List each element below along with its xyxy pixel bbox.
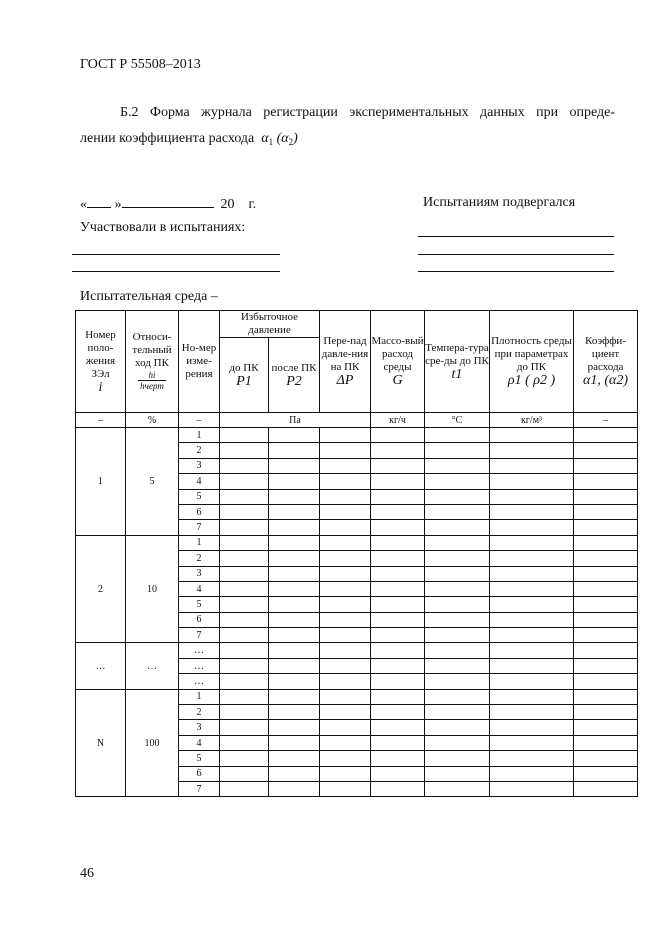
measurement-number-cell: 3 [179, 458, 220, 473]
data-entry-cell[interactable] [574, 443, 638, 458]
alpha-formula: $\alpha_1$ $(\alpha_2)$ [261, 131, 298, 147]
data-entry-cell[interactable] [574, 458, 638, 473]
data-entry-cell[interactable] [320, 674, 371, 689]
intro-line-2: лении коэффициента расхода $\alpha_1$ $(\alpha_2)$ [80, 131, 298, 147]
data-entry-cell[interactable] [320, 705, 371, 720]
data-entry-cell[interactable] [371, 674, 425, 689]
data-entry-cell[interactable] [371, 566, 425, 581]
relative-travel-cell: 5 [126, 428, 179, 536]
tested-object-line-1[interactable] [418, 236, 614, 237]
units-row: – % – Па кг/ч °С кг/м³ – [76, 413, 638, 428]
data-entry-cell[interactable] [490, 674, 574, 689]
data-entry-cell[interactable] [269, 628, 320, 643]
data-entry-cell[interactable] [220, 458, 269, 473]
data-entry-cell[interactable] [371, 551, 425, 566]
tested-object-line-3[interactable] [418, 271, 614, 272]
data-entry-cell[interactable] [574, 597, 638, 612]
data-entry-cell[interactable] [425, 751, 490, 766]
data-entry-cell[interactable] [220, 658, 269, 673]
experimental-data-journal-table [75, 310, 638, 797]
data-entry-cell[interactable] [269, 643, 320, 658]
data-entry-cell[interactable] [220, 535, 269, 550]
table-row [76, 535, 638, 550]
data-entry-cell[interactable] [220, 720, 269, 735]
data-entry-cell[interactable] [269, 751, 320, 766]
data-entry-cell[interactable] [490, 612, 574, 627]
data-entry-cell[interactable] [574, 520, 638, 535]
data-entry-cell[interactable] [371, 458, 425, 473]
data-entry-cell[interactable] [269, 612, 320, 627]
data-entry-cell[interactable] [425, 720, 490, 735]
page-number: 46 [80, 866, 94, 881]
col-temperature: Темпера-тура сре-ды до ПК t1 [425, 311, 490, 413]
data-entry-cell[interactable] [425, 520, 490, 535]
data-entry-cell[interactable] [320, 658, 371, 673]
data-entry-cell[interactable] [490, 720, 574, 735]
data-entry-cell[interactable] [269, 443, 320, 458]
journal-body [76, 428, 638, 797]
data-entry-cell[interactable] [490, 658, 574, 673]
data-entry-cell[interactable] [371, 597, 425, 612]
data-entry-cell[interactable] [220, 443, 269, 458]
measurement-number-cell: … [179, 674, 220, 689]
data-entry-cell[interactable] [574, 751, 638, 766]
data-entry-cell[interactable] [574, 689, 638, 704]
col-position: Номер поло-жения ЗЭл i [76, 311, 126, 413]
data-entry-cell[interactable] [220, 735, 269, 750]
position-cell: 2 [76, 535, 126, 643]
data-entry-cell[interactable] [425, 658, 490, 673]
data-entry-cell[interactable] [425, 612, 490, 627]
data-entry-cell[interactable] [574, 735, 638, 750]
data-entry-cell[interactable] [320, 628, 371, 643]
date-line: « » 20 г. [80, 197, 257, 212]
data-entry-cell[interactable] [320, 781, 371, 796]
data-entry-cell[interactable] [490, 551, 574, 566]
data-entry-cell[interactable] [574, 428, 638, 443]
measurement-number-cell: 6 [179, 504, 220, 519]
measurement-number-cell: 7 [179, 781, 220, 796]
data-entry-cell[interactable] [490, 474, 574, 489]
data-entry-cell[interactable] [371, 520, 425, 535]
data-entry-cell[interactable] [574, 551, 638, 566]
data-entry-cell[interactable] [269, 658, 320, 673]
data-entry-cell[interactable] [574, 781, 638, 796]
data-entry-cell[interactable] [425, 781, 490, 796]
measurement-number-cell: 2 [179, 705, 220, 720]
participants-label: Участвовали в испытаниях: [80, 220, 246, 235]
data-entry-cell[interactable] [425, 504, 490, 519]
table-row [76, 428, 638, 443]
data-entry-cell[interactable] [220, 628, 269, 643]
measurement-number-cell: 3 [179, 566, 220, 581]
data-entry-cell[interactable] [425, 643, 490, 658]
day-blank[interactable] [87, 195, 111, 208]
data-entry-cell[interactable] [220, 781, 269, 796]
data-entry-cell[interactable] [574, 474, 638, 489]
data-entry-cell[interactable] [269, 781, 320, 796]
form-intro-paragraph [80, 100, 615, 155]
data-entry-cell[interactable] [371, 489, 425, 504]
data-entry-cell[interactable] [425, 443, 490, 458]
data-entry-cell[interactable] [220, 551, 269, 566]
data-entry-cell[interactable] [425, 735, 490, 750]
data-entry-cell[interactable] [220, 520, 269, 535]
measurement-number-cell: 4 [179, 474, 220, 489]
data-entry-cell[interactable] [371, 720, 425, 735]
data-entry-cell[interactable] [425, 474, 490, 489]
measurement-number-cell: 5 [179, 597, 220, 612]
relative-travel-cell: 10 [126, 535, 179, 643]
data-entry-cell[interactable] [220, 643, 269, 658]
table-row [76, 689, 638, 704]
data-entry-cell[interactable] [220, 612, 269, 627]
data-entry-cell[interactable] [371, 612, 425, 627]
data-entry-cell[interactable] [490, 735, 574, 750]
data-entry-cell[interactable] [425, 705, 490, 720]
measurement-number-cell: 2 [179, 551, 220, 566]
data-entry-cell[interactable] [269, 705, 320, 720]
data-entry-cell[interactable] [220, 674, 269, 689]
data-entry-cell[interactable] [320, 766, 371, 781]
data-entry-cell[interactable] [320, 597, 371, 612]
data-entry-cell[interactable] [425, 581, 490, 596]
data-entry-cell[interactable] [320, 751, 371, 766]
data-entry-cell[interactable] [220, 689, 269, 704]
data-entry-cell[interactable] [490, 535, 574, 550]
data-entry-cell[interactable] [269, 566, 320, 581]
test-medium-label: Испытательная среда – [80, 289, 218, 304]
data-entry-cell[interactable] [220, 474, 269, 489]
col-pressure-after: после ПК P2 [269, 338, 320, 413]
data-entry-cell[interactable] [490, 597, 574, 612]
data-entry-cell[interactable] [425, 597, 490, 612]
data-entry-cell[interactable] [574, 643, 638, 658]
data-entry-cell[interactable] [425, 428, 490, 443]
measurement-number-cell: … [179, 643, 220, 658]
col-mass-flow: Массо-вый расход среды G [371, 311, 425, 413]
data-entry-cell[interactable] [490, 489, 574, 504]
data-entry-cell[interactable] [269, 458, 320, 473]
data-entry-cell[interactable] [574, 658, 638, 673]
position-cell: 1 [76, 428, 126, 536]
measurement-number-cell: 7 [179, 628, 220, 643]
measurement-number-cell: 2 [179, 443, 220, 458]
data-entry-cell[interactable] [371, 658, 425, 673]
data-entry-cell[interactable] [269, 551, 320, 566]
data-entry-cell[interactable] [320, 504, 371, 519]
data-entry-cell[interactable] [371, 735, 425, 750]
measurement-number-cell: … [179, 658, 220, 673]
measurement-number-cell: 5 [179, 751, 220, 766]
data-entry-cell[interactable] [269, 689, 320, 704]
data-entry-cell[interactable] [371, 443, 425, 458]
intro-line-1: Б.2 Форма журнала регистрации экспериментальных данных при опреде- [120, 105, 615, 120]
data-entry-cell[interactable] [490, 643, 574, 658]
data-entry-cell[interactable] [269, 581, 320, 596]
data-entry-cell[interactable] [371, 751, 425, 766]
data-entry-cell[interactable] [425, 489, 490, 504]
data-entry-cell[interactable] [371, 781, 425, 796]
data-entry-cell[interactable] [574, 489, 638, 504]
tested-object-line-2[interactable] [418, 254, 614, 255]
col-density: Плотность среды при параметрах до ПК ρ1 ( ρ2 ) [490, 311, 574, 413]
data-entry-cell[interactable] [320, 720, 371, 735]
data-entry-cell[interactable] [269, 735, 320, 750]
col-flow-coefficient: Коэффи-циент расхода α1, (α2) [574, 311, 638, 413]
data-entry-cell[interactable] [269, 520, 320, 535]
relative-travel-cell: … [126, 643, 179, 689]
data-entry-cell[interactable] [371, 581, 425, 596]
data-entry-cell[interactable] [425, 551, 490, 566]
data-entry-cell[interactable] [425, 766, 490, 781]
tested-label: Испытаниям подвергался [423, 195, 576, 210]
data-entry-cell[interactable] [269, 597, 320, 612]
data-entry-cell[interactable] [574, 504, 638, 519]
data-entry-cell[interactable] [320, 566, 371, 581]
data-entry-cell[interactable] [574, 628, 638, 643]
measurement-number-cell: 7 [179, 520, 220, 535]
data-entry-cell[interactable] [269, 428, 320, 443]
data-entry-cell[interactable] [320, 520, 371, 535]
document-code: ГОСТ Р 55508–2013 [80, 57, 201, 72]
data-entry-cell[interactable] [269, 504, 320, 519]
data-entry-cell[interactable] [320, 535, 371, 550]
data-entry-cell[interactable] [425, 535, 490, 550]
position-cell: … [76, 643, 126, 689]
data-entry-cell[interactable] [269, 720, 320, 735]
data-entry-cell[interactable] [320, 689, 371, 704]
data-entry-cell[interactable] [490, 458, 574, 473]
data-entry-cell[interactable] [574, 612, 638, 627]
data-entry-cell[interactable] [220, 751, 269, 766]
data-entry-cell[interactable] [320, 458, 371, 473]
data-entry-cell[interactable] [574, 535, 638, 550]
data-entry-cell[interactable] [371, 535, 425, 550]
data-entry-cell[interactable] [220, 766, 269, 781]
data-entry-cell[interactable] [425, 674, 490, 689]
measurement-number-cell: 5 [179, 489, 220, 504]
data-entry-cell[interactable] [269, 766, 320, 781]
data-entry-cell[interactable] [269, 674, 320, 689]
col-measurement-number: Но-мер изме-рения [179, 311, 220, 413]
data-entry-cell[interactable] [269, 535, 320, 550]
data-entry-cell[interactable] [490, 766, 574, 781]
data-entry-cell[interactable] [220, 489, 269, 504]
data-entry-cell[interactable] [220, 581, 269, 596]
data-entry-cell[interactable] [574, 674, 638, 689]
data-entry-cell[interactable] [371, 428, 425, 443]
data-entry-cell[interactable] [490, 520, 574, 535]
data-entry-cell[interactable] [220, 566, 269, 581]
col-overpressure: Избыточное давление [220, 311, 320, 338]
data-entry-cell[interactable] [220, 705, 269, 720]
measurement-number-cell: 1 [179, 428, 220, 443]
data-entry-cell[interactable] [371, 705, 425, 720]
data-entry-cell[interactable] [490, 504, 574, 519]
measurement-number-cell: 6 [179, 612, 220, 627]
data-entry-cell[interactable] [490, 751, 574, 766]
data-entry-cell[interactable] [425, 566, 490, 581]
data-entry-cell[interactable] [425, 628, 490, 643]
data-entry-cell[interactable] [371, 474, 425, 489]
col-relative-travel: Относи-тельный ход ПК $\frac{hi}{\text{hчерт}}$ [126, 311, 179, 413]
data-entry-cell[interactable] [490, 428, 574, 443]
relative-travel-fraction: $\frac{hi}{\text{hчерт}}$ [140, 369, 164, 391]
data-entry-cell[interactable] [490, 689, 574, 704]
data-entry-cell[interactable] [371, 689, 425, 704]
measurement-number-cell: 4 [179, 735, 220, 750]
data-entry-cell[interactable] [574, 720, 638, 735]
data-entry-cell[interactable] [371, 628, 425, 643]
data-entry-cell[interactable] [425, 458, 490, 473]
data-entry-cell[interactable] [490, 781, 574, 796]
participant-line-2[interactable] [72, 271, 280, 272]
data-entry-cell[interactable] [320, 474, 371, 489]
data-entry-cell[interactable] [320, 581, 371, 596]
measurement-number-cell: 3 [179, 720, 220, 735]
data-entry-cell[interactable] [269, 474, 320, 489]
data-entry-cell[interactable] [320, 612, 371, 627]
col-pressure-before: до ПК P1 [220, 338, 269, 413]
data-entry-cell[interactable] [320, 443, 371, 458]
data-entry-cell[interactable] [490, 581, 574, 596]
data-entry-cell[interactable] [574, 705, 638, 720]
data-entry-cell[interactable] [574, 581, 638, 596]
relative-travel-cell: 100 [126, 689, 179, 797]
measurement-number-cell: 6 [179, 766, 220, 781]
data-entry-cell[interactable] [320, 428, 371, 443]
table-row [76, 643, 638, 658]
data-entry-cell[interactable] [490, 628, 574, 643]
data-entry-cell[interactable] [490, 566, 574, 581]
data-entry-cell[interactable] [320, 735, 371, 750]
data-entry-cell[interactable] [320, 489, 371, 504]
measurement-number-cell: 1 [179, 535, 220, 550]
col-pressure-drop: Пере-пад давле-ния на ПК ΔP [320, 311, 371, 413]
data-entry-cell[interactable] [269, 489, 320, 504]
data-entry-cell[interactable] [371, 766, 425, 781]
measurement-number-cell: 1 [179, 689, 220, 704]
month-blank[interactable] [122, 195, 214, 208]
data-entry-cell[interactable] [574, 766, 638, 781]
data-entry-cell[interactable] [371, 504, 425, 519]
position-cell: N [76, 689, 126, 797]
data-entry-cell[interactable] [320, 551, 371, 566]
participant-line-1[interactable] [72, 254, 280, 255]
data-entry-cell[interactable] [320, 643, 371, 658]
data-entry-cell[interactable] [574, 566, 638, 581]
data-entry-cell[interactable] [371, 643, 425, 658]
data-entry-cell[interactable] [490, 443, 574, 458]
data-entry-cell[interactable] [220, 504, 269, 519]
measurement-number-cell: 4 [179, 581, 220, 596]
data-entry-cell[interactable] [220, 428, 269, 443]
data-entry-cell[interactable] [220, 597, 269, 612]
data-entry-cell[interactable] [425, 689, 490, 704]
data-entry-cell[interactable] [490, 705, 574, 720]
